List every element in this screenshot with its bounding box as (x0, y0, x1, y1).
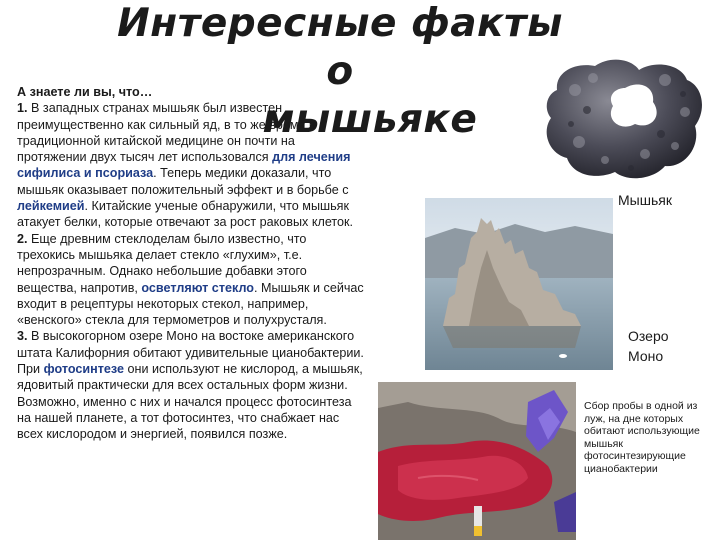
fact-2 (17, 231, 367, 329)
fact-1-highlight-leukemia: лейкемией (17, 199, 85, 214)
mono-lake-photo (425, 198, 613, 370)
caption-arsenic: Мышьяк (618, 192, 672, 208)
fact-3 (17, 328, 367, 442)
fact-2-highlight-glass: осветляют стекло (141, 280, 254, 295)
fact-1 (17, 100, 367, 230)
fact-1-number: 1. (17, 101, 28, 116)
fact-1-text-b: . Теперь медики доказали, что мышьяк оказывает положительный эффект и в борьбе с (17, 166, 349, 197)
caption-mono-lake (628, 326, 669, 366)
fact-3-highlight-photosynthesis: фотосинтезе (43, 362, 124, 377)
fact-3-text-a: В высокогорном озере Моно на востоке американского штата Калифорния обитают удивительные цианобактерии. При (17, 329, 364, 377)
fact-2-text-b: . Мышьяк и сейчас входит в рецептуры некоторых стекол, например, «венского» стекла для термометров и полухрусталя. (17, 280, 364, 328)
fact-2-number: 2. (17, 231, 28, 246)
fact-3-text-b: они используют не кислород, а мышьяк, ядовитый практически для всех остальных форм жизни. Возможно, именно с них и начался процесс фотосинтеза на нашей планете, а тот фотосинтез, что снабжает нас всех кислородом и энергией, появился позже. (17, 362, 363, 442)
fact-1-text-c: . Китайские ученые обнаружили, что мышьяк атакует белки, которые отвечают за рост раковых клеток. (17, 199, 354, 230)
fact-2-text-a: Еще древним стеклоделам было известно, что трехокись мышьяка делает стекло «глухим», т.е. непрозрачным. Однако небольшие добавки этого вещества, напротив, (17, 231, 307, 295)
slide-title-line1: Интересные факты о (117, 1, 563, 94)
caption-mono-lake-line2: Моно (628, 348, 664, 364)
caption-mono-lake-line1: Озеро (628, 328, 669, 344)
slide-title-line2: мышьяке (262, 97, 478, 142)
arsenic-mineral-photo (535, 50, 710, 186)
facts-text (17, 84, 367, 443)
fact-1-highlight-treatment: для лечения сифилиса и псориаза (17, 150, 351, 181)
intro-text: А знаете ли вы, что… (17, 85, 153, 99)
fact-1-text-a: В западных странах мышьяк был известен преимущественно как сильный яд, в то же время в традиционной китайской медицине он почти на протяжении двух тысяч лет использовался (17, 101, 316, 165)
sampling-photo (378, 382, 576, 540)
caption-sampling: Сбор пробы в одной из луж, на дне которых обитают использующие мышьяк фотосинтезирующие цианобактерии (584, 400, 700, 475)
fact-3-number: 3. (17, 329, 28, 344)
